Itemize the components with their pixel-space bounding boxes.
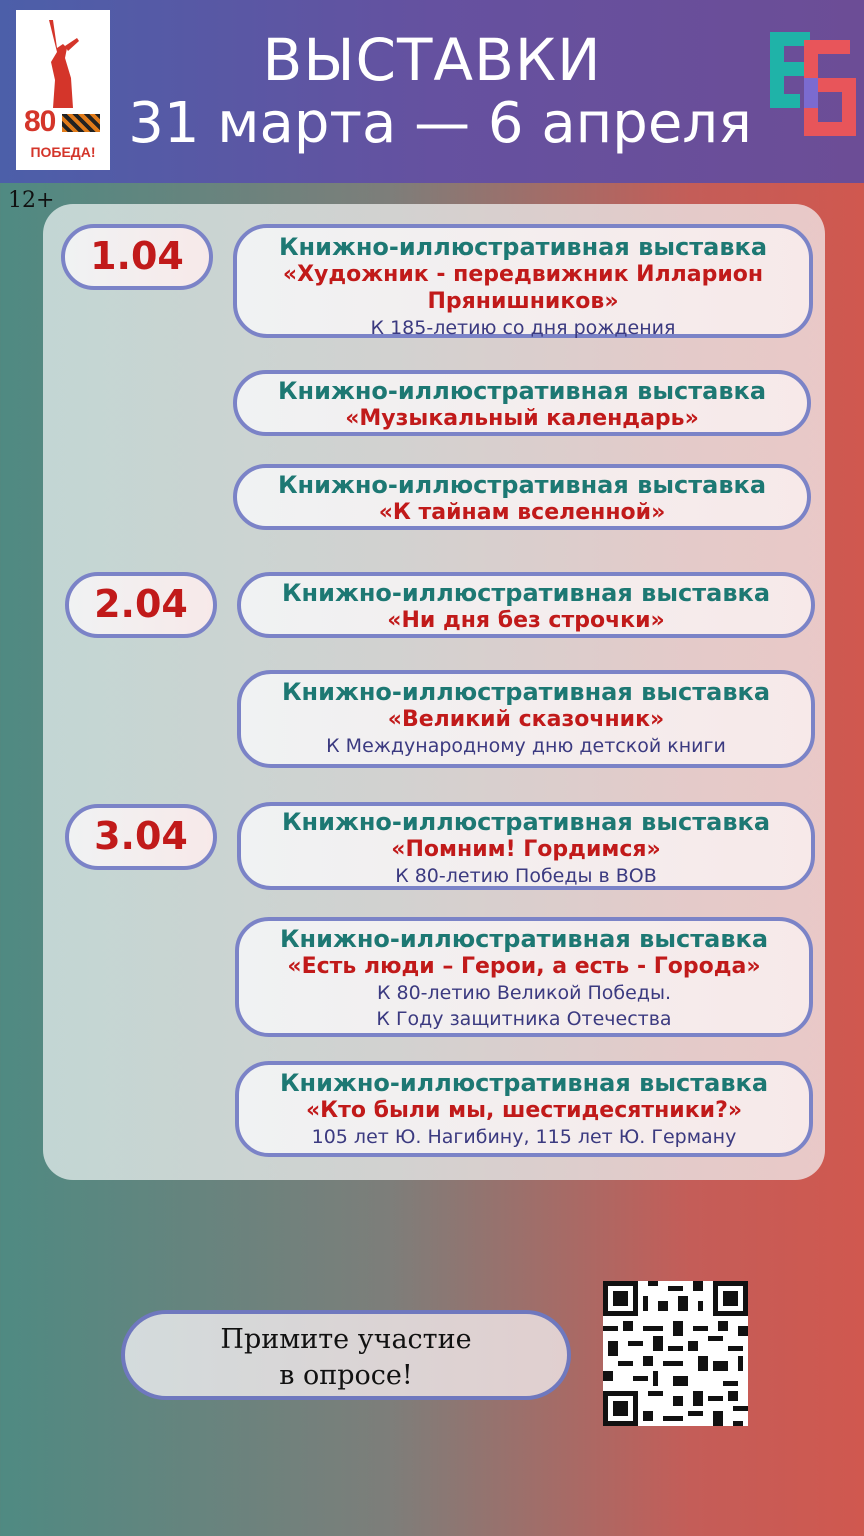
exhibition-type: Книжно-иллюстративная выставка <box>281 808 771 836</box>
exhibition-card <box>235 1061 813 1157</box>
library-logo-icon <box>770 32 856 136</box>
date-badge: 2.04 <box>65 572 217 638</box>
logo-number: 80 <box>24 105 56 138</box>
exhibition-note: К Году защитника Отечества <box>376 1008 672 1030</box>
exhibition-type: Книжно-иллюстративная выставка <box>277 377 767 405</box>
exhibition-card <box>237 670 815 768</box>
page-subtitle: 31 марта — 6 апреля <box>128 91 752 156</box>
date-badge: 3.04 <box>65 804 217 870</box>
header <box>0 0 864 183</box>
date-badge: 1.04 <box>61 224 213 290</box>
exhibition-type: Книжно-иллюстративная выставка <box>277 471 767 499</box>
qr-code-icon[interactable] <box>603 1281 748 1426</box>
exhibition-card <box>237 572 815 638</box>
survey-button[interactable] <box>121 1310 571 1400</box>
exhibition-card <box>233 464 811 530</box>
exhibition-type: Книжно-иллюстративная выставка <box>281 579 771 607</box>
page-title: ВЫСТАВКИ <box>262 26 602 94</box>
exhibition-note: К 185-летию со дня рождения <box>370 317 676 339</box>
exhibition-card <box>237 802 815 890</box>
exhibition-name: «Помним! Гордимся» <box>391 837 661 862</box>
exhibition-note: 105 лет Ю. Нагибину, 115 лет Ю. Герману <box>311 1126 737 1148</box>
exhibition-type: Книжно-иллюстративная выставка <box>281 678 771 706</box>
logo-label: ПОБЕДА! <box>30 144 96 160</box>
exhibition-type: Книжно-иллюстративная выставка <box>279 925 769 953</box>
exhibition-name: «Художник - передвижник Илларион Прянишников» <box>282 262 764 314</box>
exhibition-note: К 80-летию Победы в ВОВ <box>395 865 657 887</box>
exhibition-note: К Международному дню детской книги <box>326 735 726 757</box>
exhibition-name: «Кто были мы, шестидесятники?» <box>305 1098 743 1123</box>
exhibition-card <box>233 224 813 338</box>
exhibition-note: К 80-летию Великой Победы. <box>376 982 672 1004</box>
exhibition-type: Книжно-иллюстративная выставка <box>278 233 768 261</box>
exhibition-name: «Великий сказочник» <box>387 707 665 732</box>
survey-line: Примите участие <box>220 1324 472 1355</box>
exhibition-name: «К тайнам вселенной» <box>378 500 666 525</box>
exhibition-card <box>235 917 813 1037</box>
exhibition-name: «Есть люди – Герои, а есть - Города» <box>287 954 761 979</box>
age-rating: 12+ <box>8 188 55 213</box>
exhibition-type: Книжно-иллюстративная выставка <box>279 1069 769 1097</box>
exhibition-name: «Музыкальный календарь» <box>345 406 699 431</box>
exhibition-name: «Ни дня без строчки» <box>387 608 665 633</box>
exhibition-card <box>233 370 811 436</box>
survey-line: в опросе! <box>279 1360 413 1391</box>
